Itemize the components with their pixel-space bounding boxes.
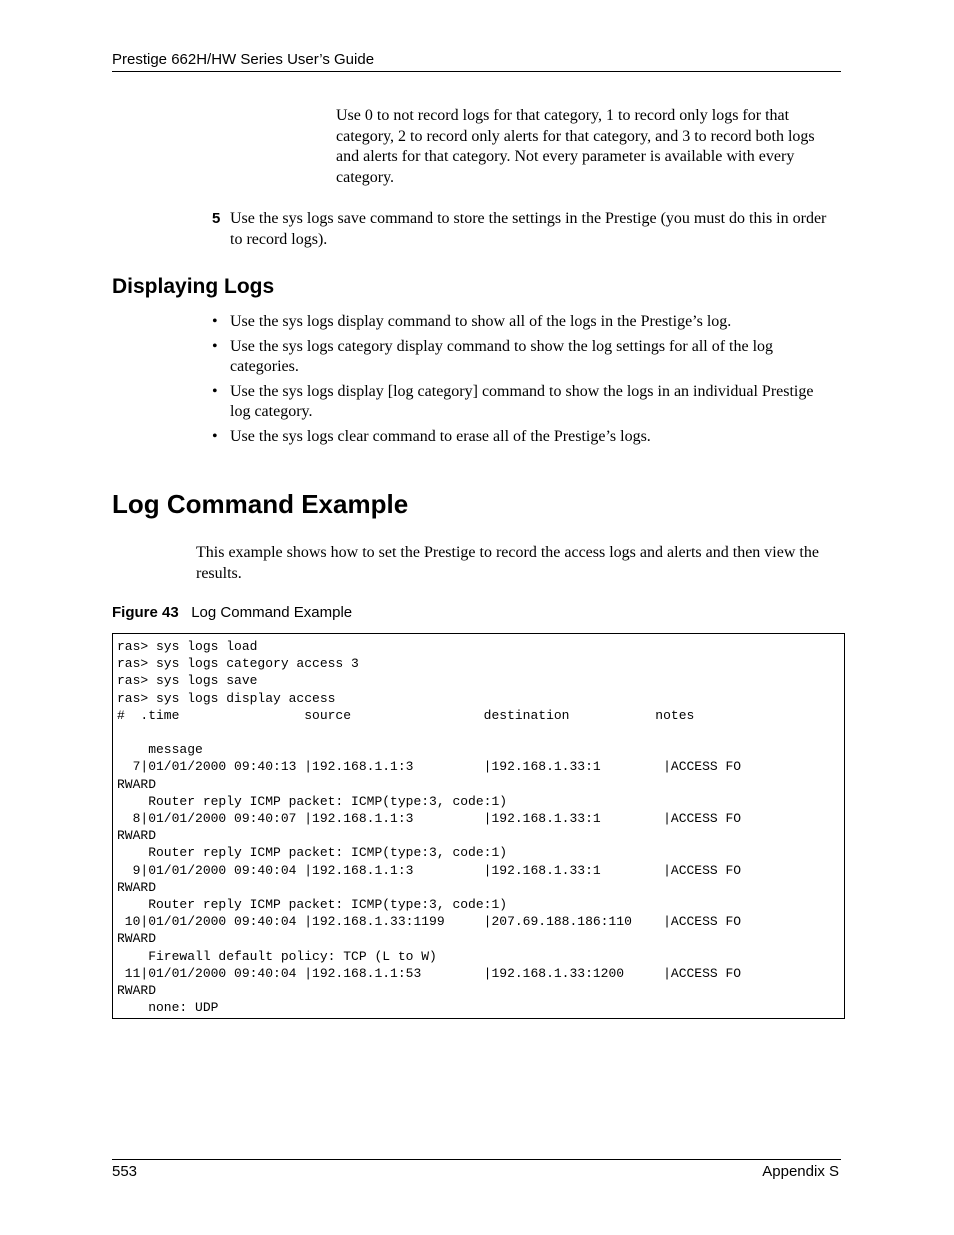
footer-section: Appendix S [762,1163,839,1180]
code-line: 9|01/01/2000 09:40:04 |192.168.1.1:3 |192.168.1.33:1 |ACCESS FO [117,862,742,878]
figure-caption [112,604,352,621]
code-line: message [117,742,203,758]
step-number: 5 [212,210,221,227]
code-line: 10|01/01/2000 09:40:04 |192.168.1.33:1199 |207.69.188.186:110 |ACCESS FO [117,914,742,930]
code-line: Router reply ICMP packet: ICMP(type:3, code:1) [117,793,508,809]
displaying-logs-list [212,312,832,452]
code-line: none: UDP [117,1000,219,1016]
code-line: 8|01/01/2000 09:40:07 |192.168.1.1:3 |192.168.1.33:1 |ACCESS FO [117,811,742,827]
example-intro-paragraph: This example shows how to set the Prestige to record the access logs and alerts and then view the results. [196,544,819,582]
bullet-icon: • [212,338,218,355]
code-line: Router reply ICMP packet: ICMP(type:3, code:1) [117,897,508,913]
code-line: RWARD [117,983,157,999]
footer-divider [112,1159,841,1160]
list-item: • Use the sys logs display [log category] command to show the logs in an individual Prestige log category. [212,383,814,420]
header-divider [112,71,841,72]
code-line: RWARD [117,828,157,844]
code-line: 7|01/01/2000 09:40:13 |192.168.1.1:3 |192.168.1.33:1 |ACCESS FO [117,759,742,775]
heading-log-command-example: Log Command Example [112,489,409,519]
page-number: 553 [112,1163,138,1180]
figure-label: Figure 43 [112,604,179,621]
list-item: • Use the sys logs display command to show all of the logs in the Prestige’s log. [212,313,732,330]
running-header-title: Prestige 662H/HW Series User’s Guide [112,51,375,68]
code-line: ras> sys logs load [117,639,258,654]
code-line: ras> sys logs display access [117,690,336,706]
step-5 [212,208,837,250]
log-values-paragraph: Use 0 to not record logs for that category, 1 to record only logs for that category, 2 to record only alerts for that category, and 3 to record both logs and alerts for that category. Not every parameter is available with every category. [336,107,815,186]
code-line: 11|01/01/2000 09:40:04 |192.168.1.1:53 |192.168.1.33:1200 |ACCESS FO [117,965,742,981]
list-item: • Use the sys logs category display command to show the log settings for all of the log categories. [212,338,774,375]
bullet-icon: • [212,383,218,400]
code-line: RWARD [117,879,157,895]
code-line: ras> sys logs category access 3 [117,656,359,672]
code-listing-box [112,633,845,1019]
list-item: • Use the sys logs clear command to erase all of the Prestige’s logs. [212,428,651,445]
bullet-icon: • [212,428,218,445]
code-listing [117,638,741,1016]
code-line: RWARD [117,931,157,947]
code-line: # .time source destination notes [117,707,695,723]
code-line: Router reply ICMP packet: ICMP(type:3, code:1) [117,845,508,861]
heading-displaying-logs: Displaying Logs [112,275,275,298]
code-line: Firewall default policy: TCP (L to W) [117,948,437,964]
step-text: Use the sys logs save command to store the settings in the Prestige (you must do this in order to record logs). [230,210,827,248]
figure-title: Log Command Example [191,604,353,621]
bullet-icon: • [212,313,218,330]
code-line: ras> sys logs save [117,673,258,689]
code-line: RWARD [117,776,157,792]
